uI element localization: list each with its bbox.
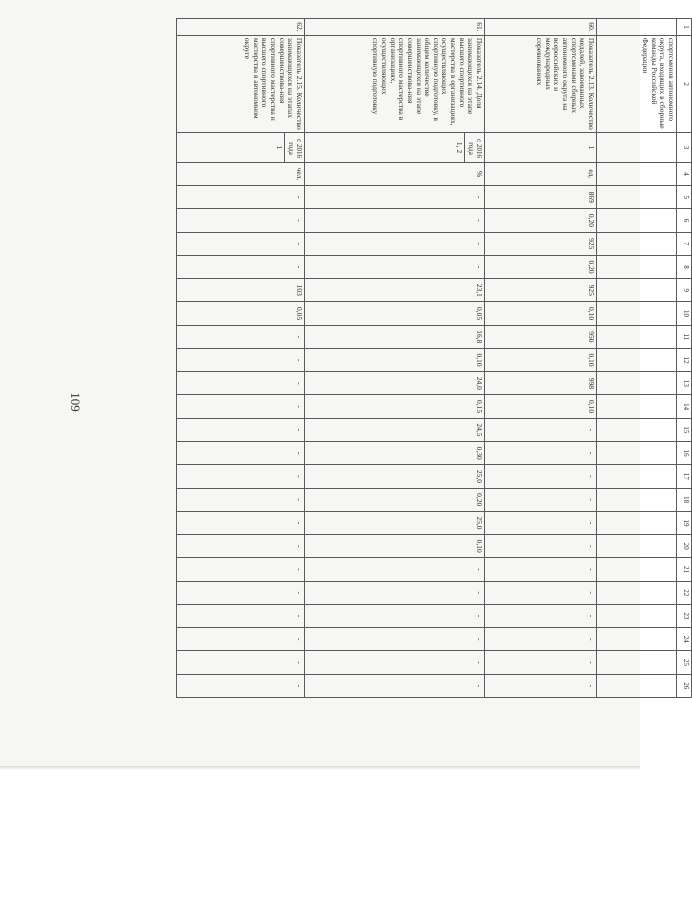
table-cell xyxy=(597,162,677,185)
table-cell: 0,20 xyxy=(485,255,597,278)
table-cell: - xyxy=(177,628,305,651)
table-cell: 925 xyxy=(485,232,597,255)
table-cell: 0,15 xyxy=(305,395,485,418)
table-row xyxy=(177,19,305,698)
table-cell xyxy=(597,418,677,441)
table-cell xyxy=(597,651,677,674)
row-number: 62. xyxy=(177,19,305,36)
indicators-table xyxy=(176,18,692,698)
table-cell: 24,0 xyxy=(305,372,485,395)
table-cell: - xyxy=(485,558,597,581)
header-cell: 3 xyxy=(677,133,692,163)
table-cell: - xyxy=(305,255,485,278)
table-cell: 869 xyxy=(485,186,597,209)
table-cell: 0,30 xyxy=(305,442,485,465)
table-cell xyxy=(597,674,677,697)
table-cell: 925 xyxy=(485,279,597,302)
table-cell: - xyxy=(177,558,305,581)
table-cell: 0,10 xyxy=(305,535,485,558)
indicator-name-cell: Показатель 2.13. Количество медалей, завоеванных спортсменами сборных автономного округа на всероссийских и международных соревнованиях xyxy=(485,35,597,132)
table-cell: 0,20 xyxy=(305,488,485,511)
header-cell: 24 xyxy=(677,628,692,651)
row-number: 61. xyxy=(305,19,485,36)
header-cell: 19 xyxy=(677,511,692,534)
indicator-name-cell: спортсменов автономного округа, входящих в сборные команды Российской Федерации xyxy=(597,35,677,132)
header-cell: 17 xyxy=(677,465,692,488)
unit-cell: ед. xyxy=(485,162,597,185)
table-cell xyxy=(305,133,485,163)
table-cell: 0,10 xyxy=(305,348,485,371)
table-cell xyxy=(597,255,677,278)
header-cell: 14 xyxy=(677,395,692,418)
table-cell: - xyxy=(485,511,597,534)
table-cell: 950 xyxy=(485,325,597,348)
table-cell xyxy=(597,372,677,395)
table-cell xyxy=(597,209,677,232)
table-cell: - xyxy=(177,581,305,604)
header-cell: 15 xyxy=(677,418,692,441)
table-cell xyxy=(597,133,677,163)
table-cell: - xyxy=(177,395,305,418)
table-cell: - xyxy=(177,535,305,558)
header-cell: 18 xyxy=(677,488,692,511)
table-cell: 0,20 xyxy=(485,209,597,232)
continuation-row xyxy=(597,19,677,698)
header-cell: 26 xyxy=(677,674,692,697)
since-year-note: с 2016 года xyxy=(284,133,303,162)
table-cell xyxy=(597,279,677,302)
table-cell: 16,8 xyxy=(305,325,485,348)
table-cell: - xyxy=(305,558,485,581)
rotated-table-frame xyxy=(112,18,692,698)
header-cell: 8 xyxy=(677,255,692,278)
header-cell: 22 xyxy=(677,581,692,604)
table-cell: - xyxy=(177,651,305,674)
table-cell xyxy=(597,395,677,418)
header-cell: 4 xyxy=(677,162,692,185)
table-cell: - xyxy=(305,651,485,674)
table-cell xyxy=(597,325,677,348)
header-cell: 25 xyxy=(677,651,692,674)
table-cell xyxy=(597,442,677,465)
table-cell: 24,5 xyxy=(305,418,485,441)
table-cell: - xyxy=(305,604,485,627)
table-cell xyxy=(597,186,677,209)
since-year-note: с 2016 года xyxy=(464,133,483,162)
cell-value: 1 xyxy=(274,145,284,150)
table-cell: - xyxy=(305,209,485,232)
table-cell: 25,0 xyxy=(305,511,485,534)
table-cell: - xyxy=(485,628,597,651)
table-cell: - xyxy=(305,232,485,255)
header-cell: 20 xyxy=(677,535,692,558)
table-cell: 103 xyxy=(177,279,305,302)
table-cell: - xyxy=(485,651,597,674)
table-cell: 998 xyxy=(485,372,597,395)
table-cell: 0,10 xyxy=(485,348,597,371)
table-cell: - xyxy=(177,255,305,278)
table-cell xyxy=(597,488,677,511)
table-cell: 0,10 xyxy=(485,395,597,418)
header-cell: 13 xyxy=(677,372,692,395)
rotated-table-wrapper xyxy=(112,18,692,698)
table-cell xyxy=(597,535,677,558)
table-cell: - xyxy=(177,465,305,488)
header-cell: 16 xyxy=(677,442,692,465)
table-cell: - xyxy=(177,442,305,465)
header-cell: 12 xyxy=(677,348,692,371)
cell-value: 1, 2 xyxy=(454,141,464,154)
table-cell: - xyxy=(485,604,597,627)
page-number: 109 xyxy=(68,392,83,412)
table-cell xyxy=(597,19,677,36)
table-cell: - xyxy=(177,325,305,348)
header-cell: 23 xyxy=(677,604,692,627)
table-cell: 1 xyxy=(485,133,597,163)
header-cell: 9 xyxy=(677,279,692,302)
table-cell: - xyxy=(485,418,597,441)
header-cell: 5 xyxy=(677,186,692,209)
header-cell: 10 xyxy=(677,302,692,325)
header-cell: 7 xyxy=(677,232,692,255)
header-cell: 11 xyxy=(677,325,692,348)
table-cell: - xyxy=(305,581,485,604)
table-cell xyxy=(597,604,677,627)
header-cell: 1 xyxy=(677,19,692,36)
table-row xyxy=(305,19,485,698)
table-cell xyxy=(177,133,305,163)
table-cell: - xyxy=(485,488,597,511)
header-cell: 6 xyxy=(677,209,692,232)
column-number-header xyxy=(677,19,692,698)
table-cell xyxy=(597,348,677,371)
table-cell: 0,10 xyxy=(485,302,597,325)
unit-cell: чел. xyxy=(177,162,305,185)
table-cell xyxy=(597,628,677,651)
table-cell xyxy=(597,465,677,488)
table-cell xyxy=(597,558,677,581)
table-cell: - xyxy=(177,674,305,697)
table-cell: - xyxy=(485,535,597,558)
table-cell: - xyxy=(485,465,597,488)
table-cell: 25,0 xyxy=(305,465,485,488)
table-cell: - xyxy=(177,604,305,627)
table-cell: - xyxy=(177,511,305,534)
header-cell: 21 xyxy=(677,558,692,581)
table-cell: 0,05 xyxy=(177,302,305,325)
table-cell: - xyxy=(305,674,485,697)
table-cell: - xyxy=(305,186,485,209)
unit-cell: % xyxy=(305,162,485,185)
table-cell: - xyxy=(177,418,305,441)
table-cell xyxy=(597,232,677,255)
indicator-name-cell: Показатель 2.15. Количество занимающихся на этапах совершенствова-ния спортивного мастерства и высшего спортивного мастерства в автономном округе xyxy=(177,35,305,132)
table-cell: - xyxy=(305,628,485,651)
table-cell: - xyxy=(177,372,305,395)
header-cell: 2 xyxy=(677,35,692,132)
table-cell: - xyxy=(177,348,305,371)
table-row xyxy=(485,19,597,698)
indicator-name-cell: Показатель 2.14. Доля занимающихся на этапе высшего спортивного мастерства в организациях, осуществляющих спортивную подготовку, в общем количестве занимающихся на этапе совершенствова-ния спортивного мастерства в организациях, осуществляющих спортивную подготовку xyxy=(305,35,485,132)
table-cell: - xyxy=(177,232,305,255)
table-cell: - xyxy=(485,442,597,465)
row-number: 60. xyxy=(485,19,597,36)
table-cell xyxy=(597,581,677,604)
table-cell xyxy=(597,302,677,325)
table-cell: 0,05 xyxy=(305,302,485,325)
table-cell: - xyxy=(177,209,305,232)
page-edge xyxy=(0,766,640,770)
table-cell: - xyxy=(485,581,597,604)
table-cell xyxy=(597,511,677,534)
table-cell: - xyxy=(485,674,597,697)
table-cell: - xyxy=(177,488,305,511)
table-cell: - xyxy=(177,186,305,209)
table-cell: 23,1 xyxy=(305,279,485,302)
